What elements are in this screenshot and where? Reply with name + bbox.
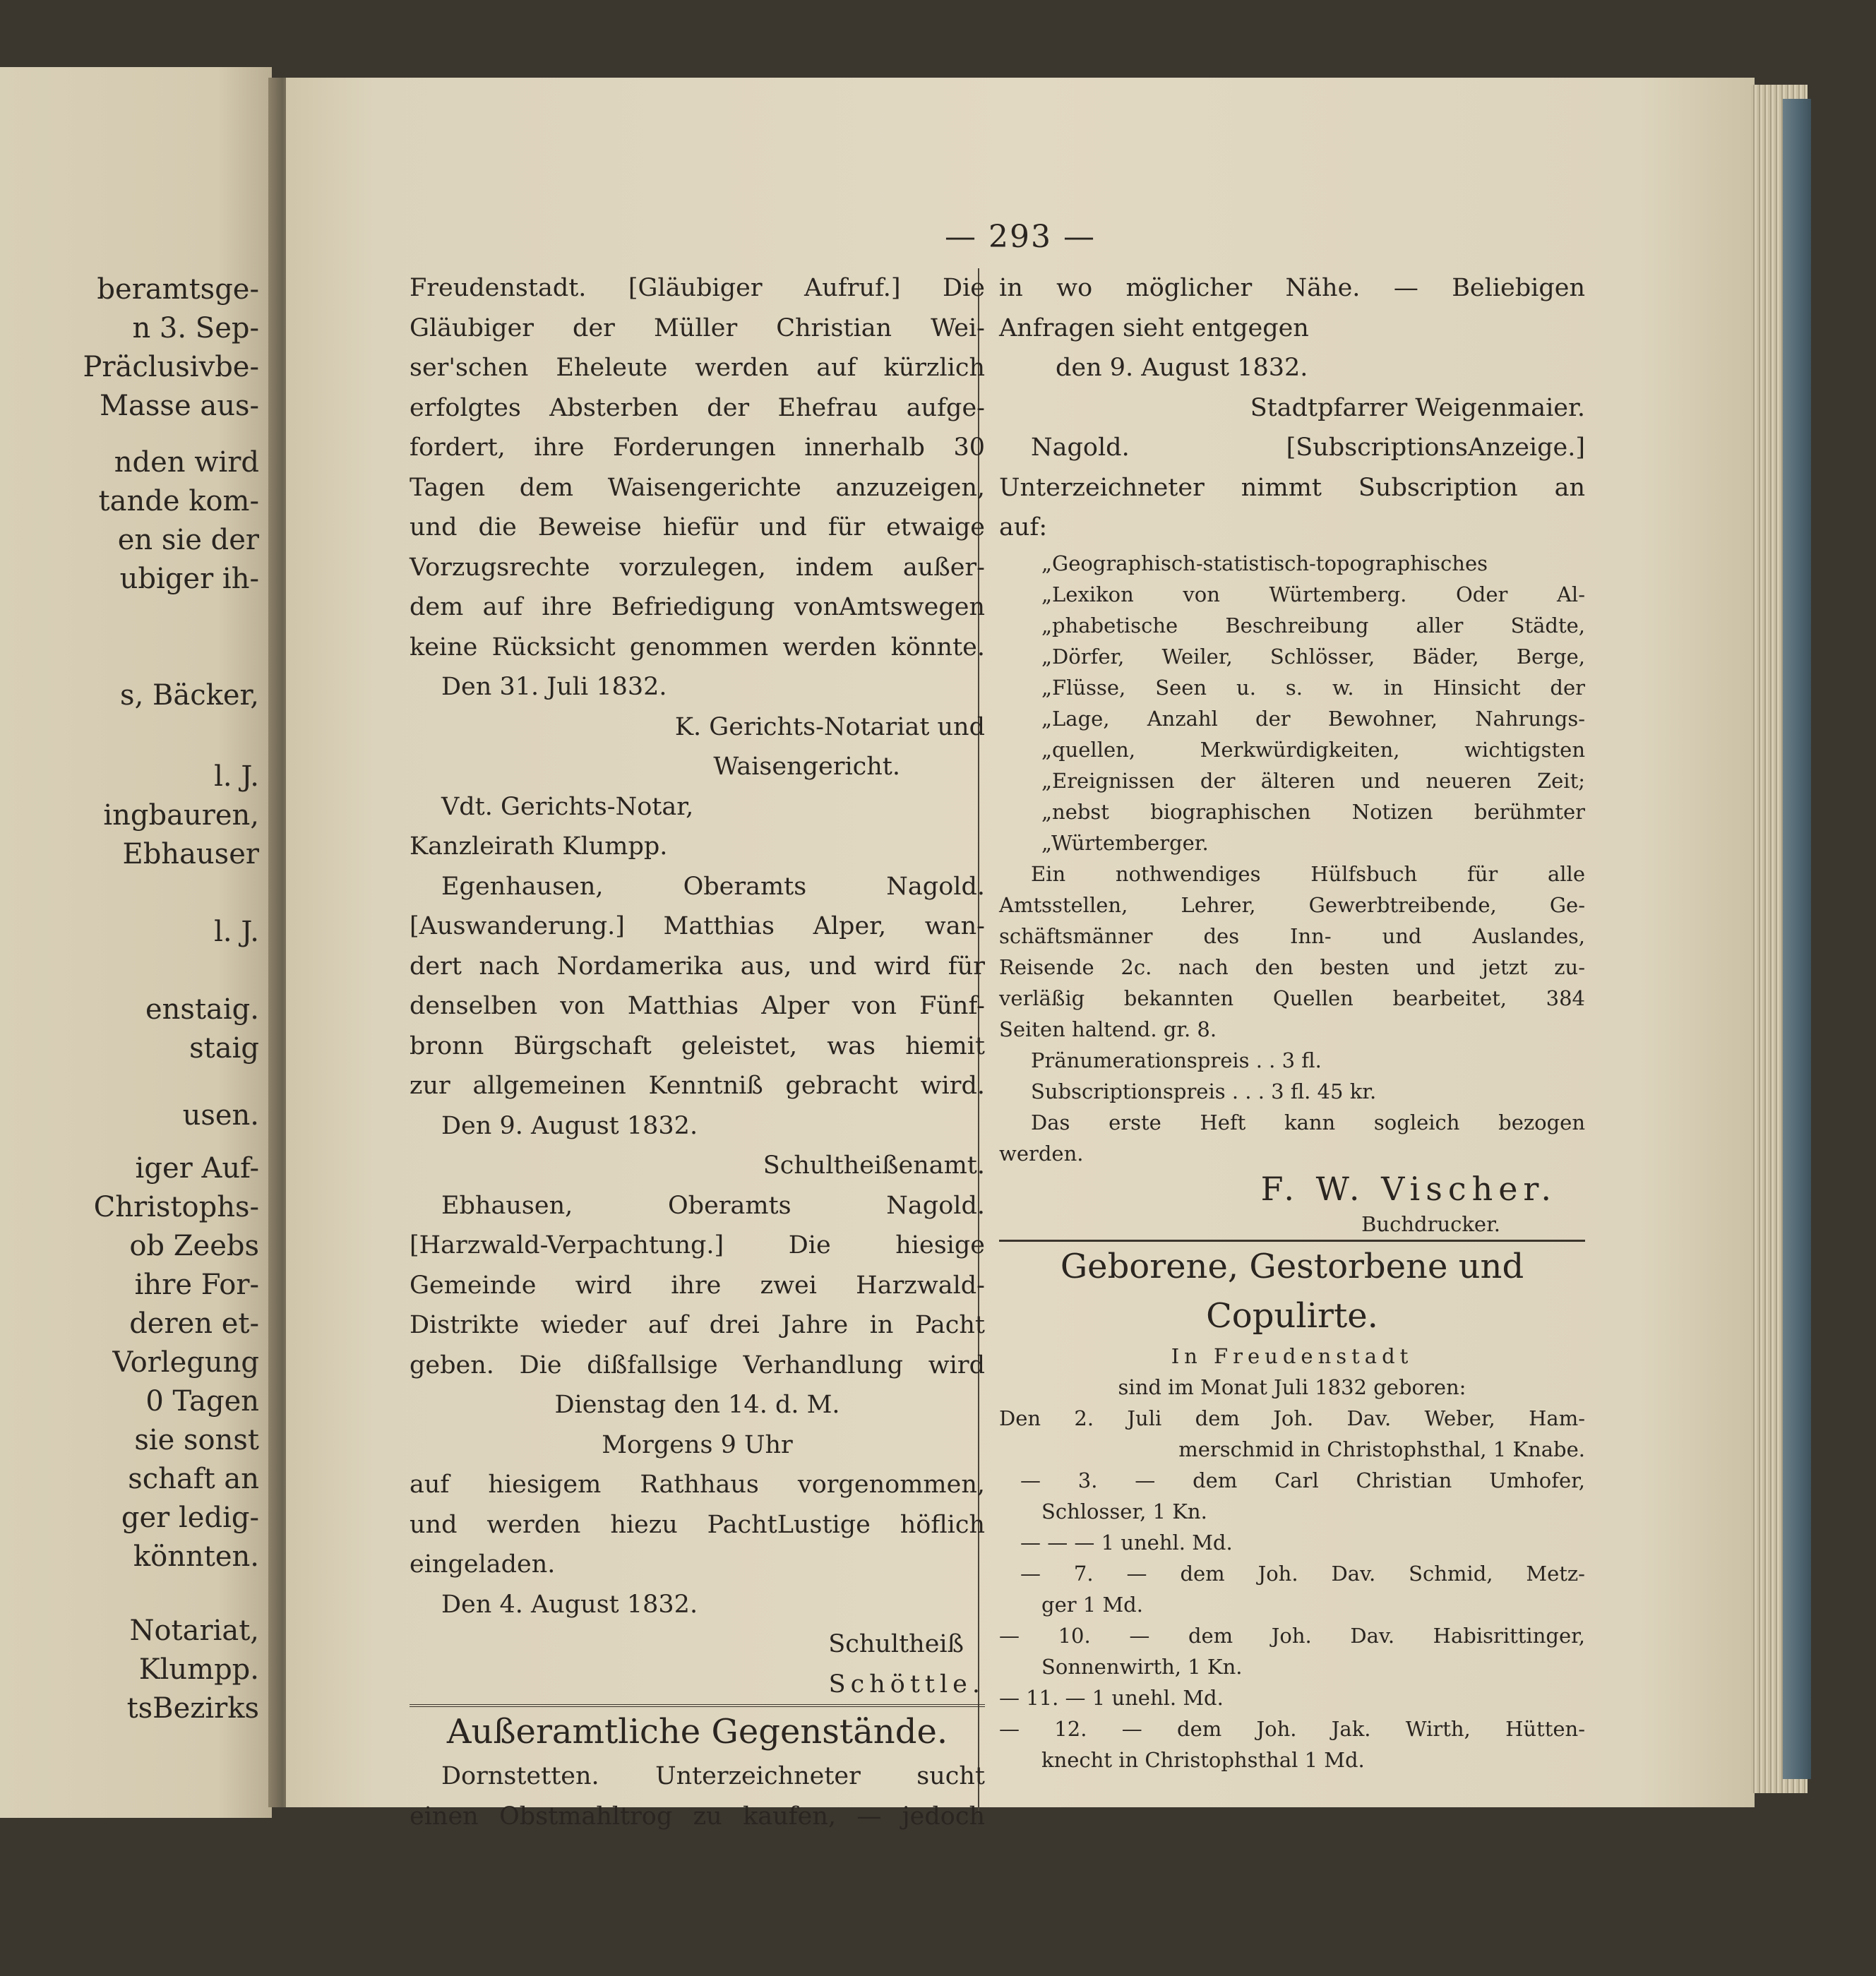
notice-line: ser'schen Eheleute werden auf kürzlich [410,354,985,382]
notice-line: dert nach Nordamerika aus, und wird für [410,952,985,981]
notice-line: eingeladen. [410,1550,556,1579]
notice-line: bronn Bürgschaft geleistet, was hiemit [410,1031,985,1060]
notice-vdt: Vdt. Gerichts-Notar, [441,792,694,821]
notice-signature: K. Gerichts-Notariat und [674,712,985,741]
notice-line: [Harzwald-Verpachtung.] Die hiesige [410,1231,985,1259]
left-fragment: Notariat, [129,1615,259,1647]
notice-line: dem auf ihre Befriedigung vonAmtswegen [410,593,985,621]
left-fragment: s, Bäcker, [120,679,259,712]
left-fragment: tsBezirks [126,1692,259,1725]
notice-date: den 9. August 1832. [1056,354,1308,382]
notice-day: Dienstag den 14. d. M. [554,1391,840,1419]
quote-line: „nebst biographischen Notizen berühmter [1041,799,1585,824]
notice-signature: Kanzleirath Klumpp. [410,832,668,861]
left-fragment: ob Zeebs [129,1230,259,1262]
quote-line: „Ereignissen der älteren und neueren Zeit; [1041,768,1585,793]
section-subtitle: In Freudenstadt [1171,1344,1414,1368]
left-fragment: Masse aus- [100,390,259,422]
notice-line: einen Obstmahltrog zu kaufen, — jedoch [410,1802,985,1831]
birth-entry: — 12. — dem Joh. Jak. Wirth, Hütten- [999,1717,1585,1741]
left-fragment: ger ledig- [121,1502,259,1534]
notice-line: erfolgtes Absterben der Ehefrau aufge- [410,393,985,422]
notice-line: verläßig bekannten Quellen bearbeitet, 384 [999,986,1585,1010]
left-fragment: schaft an [128,1463,259,1495]
birth-entry: Schlosser, 1 Kn. [1041,1499,1207,1523]
publisher-signature: F. W. Vischer. [1260,1169,1557,1208]
notice-date: Den 31. Juli 1832. [441,673,667,701]
left-fragment: 0 Tagen [145,1385,259,1418]
publisher-role: Buchdrucker. [1361,1212,1500,1236]
right-column [999,268,1585,1776]
notice-line: Dornstetten. Unterzeichneter sucht [441,1762,985,1790]
right-page [286,78,1755,1831]
page-number: — 293 — [945,219,1096,255]
left-fragment: Ebhauser [122,838,259,870]
birth-entry: — 11. — 1 unehl. Md. [999,1686,1224,1710]
left-fragment: beramtsge- [97,273,259,306]
notice-line: [Auswanderung.] Matthias Alper, wan- [410,912,985,940]
birth-entry: ger 1 Md. [1041,1593,1143,1617]
birth-entry: — — — 1 unehl. Md. [1020,1531,1233,1555]
quote-line: „Lage, Anzahl der Bewohner, Nahrungs- [1041,706,1585,731]
left-fragment: ingbauren, [103,799,259,832]
left-fragment: nden wird [114,446,259,479]
left-fragment: n 3. Sep- [132,312,259,345]
quote-line: „Würtemberger. [1041,830,1209,855]
left-fragment: iger Auf- [135,1152,259,1185]
notice-line: in wo möglicher Nähe. — Beliebigen [999,274,1585,302]
birth-entry: — 3. — dem Carl Christian Umhofer, [1020,1468,1585,1492]
notice-line: und die Beweise hiefür und für etwaige [410,513,985,541]
notice-line: Egenhausen, Oberamts Nagold. [441,872,985,901]
notice-line: zur allgemeinen Kenntniß gebracht wird. [410,1072,985,1100]
notice-signature: Schöttle. [828,1670,985,1699]
notice-date: Den 4. August 1832. [441,1590,698,1619]
left-fragment: en sie der [117,524,259,556]
left-fragment: l. J. [214,916,259,948]
left-fragment: ubiger ih- [119,563,259,595]
notice-line: Reisende 2c. nach den besten und jetzt zu- [999,954,1585,979]
notice-date: Den 9. August 1832. [441,1111,698,1140]
notice-line: schäftsmänner des Inn- und Auslandes, [999,923,1585,948]
notice-line: Tagen dem Waisengerichte anzuzeigen, [410,473,985,502]
notice-line: Amtsstellen, Lehrer, Gewerbtreibende, Ge- [999,892,1585,917]
notice-line: Ebhausen, Oberamts Nagold. [441,1191,985,1220]
notice-signature: Stadtpfarrer Weigenmaier. [1250,393,1585,422]
left-fragment: usen. [182,1099,259,1132]
notice-line: Gläubiger der Müller Christian Wei- [410,313,985,342]
notice-line: fordert, ihre Forderungen innerhalb 30 [410,433,985,462]
birth-entry: merschmid in Christophsthal, 1 Knabe. [1178,1437,1585,1461]
notice-signature: Schultheiß [828,1630,964,1658]
left-fragment: ihre For- [134,1269,259,1301]
birth-entry: knecht in Christophsthal 1 Md. [1041,1748,1365,1772]
quote-line: „Flüsse, Seen u. s. w. in Hinsicht der [1041,675,1585,700]
birth-entry: — 7. — dem Joh. Dav. Schmid, Metz- [1020,1562,1585,1586]
left-fragment: deren et- [129,1307,259,1340]
notice-line: Unterzeichneter nimmt Subscription an [999,473,1585,502]
left-fragment: könnten. [133,1540,259,1573]
left-fragment: Vorlegung [112,1346,259,1379]
quote-line: „phabetische Beschreibung aller Städte, [1041,613,1585,637]
book-cover-edge [1783,99,1811,1779]
notice-line: Freudenstadt. [Gläubiger Aufruf.] Die [410,274,985,302]
birth-entry: Sonnenwirth, 1 Kn. [1041,1655,1243,1679]
notice-line: denselben von Matthias Alper von Fünf- [410,992,985,1020]
notice-line: Nagold. [SubscriptionsAnzeige.] [1031,433,1585,462]
section-title: Geborene, Gestorbene und Copulirte. [1060,1247,1524,1336]
notice-signature: Schultheißenamt. [763,1151,985,1180]
notice-line: geben. Die dißfallsige Verhandlung wird [410,1351,985,1379]
left-column [410,268,985,1836]
section-subtitle: sind im Monat Juli 1832 geboren: [1118,1375,1466,1399]
notice-line: keine Rücksicht genommen werden könnte. [410,633,985,661]
notice-line: Vorzugsrechte vorzulegen, indem außer- [410,553,985,582]
notice-line: Gemeinde wird ihre zwei Harzwald- [410,1271,985,1300]
notice-line: Anfragen sieht entgegen [999,313,1309,342]
left-fragment: sie sonst [134,1424,259,1456]
left-fragment: Klumpp. [138,1653,259,1686]
left-fragment: staig [189,1032,259,1065]
left-page [0,67,272,1818]
left-fragment: Präclusivbe- [83,351,259,383]
left-fragment: tande kom- [98,485,259,517]
notice-line: Seiten haltend. gr. 8. [999,1017,1217,1041]
notice-line: auf hiesigem Rathhaus vorgenommen, [410,1471,985,1499]
quote-line: „Dörfer, Weiler, Schlösser, Bäder, Berge, [1041,644,1585,669]
quote-line: „Lexikon von Würtemberg. Oder Al- [1041,582,1585,606]
notice-line: Ein nothwendiges Hülfsbuch für alle [1031,861,1585,886]
price-line: Pränumerationspreis . . 3 fl. [1031,1048,1322,1072]
left-fragment: enstaig. [145,993,259,1026]
left-fragment: Christophs- [93,1191,259,1223]
birth-entry: — 10. — dem Joh. Dav. Habisrittinger, [999,1624,1585,1648]
left-fragment: l. J. [214,760,259,793]
notice-time: Morgens 9 Uhr [602,1430,793,1459]
notice-signature: Waisengericht. [713,753,900,781]
notice-line: auf: [999,513,1048,541]
notice-line: werden. [999,1141,1084,1166]
notice-line: und werden hiezu PachtLustige höflich [410,1510,985,1539]
price-line: Subscriptionspreis . . . 3 fl. 45 kr. [1031,1079,1377,1103]
section-title: Außeramtliche Gegenstände. [446,1712,948,1752]
quote-line: „quellen, Merkwürdigkeiten, wichtigsten [1041,737,1585,762]
notice-line: Das erste Heft kann sogleich bezogen [1031,1110,1585,1134]
notice-line: Distrikte wieder auf drei Jahre in Pacht [410,1311,985,1339]
quote-line: „Geographisch-statistisch-topographisches [1041,551,1488,575]
birth-entry: Den 2. Juli dem Joh. Dav. Weber, Ham- [999,1406,1585,1430]
